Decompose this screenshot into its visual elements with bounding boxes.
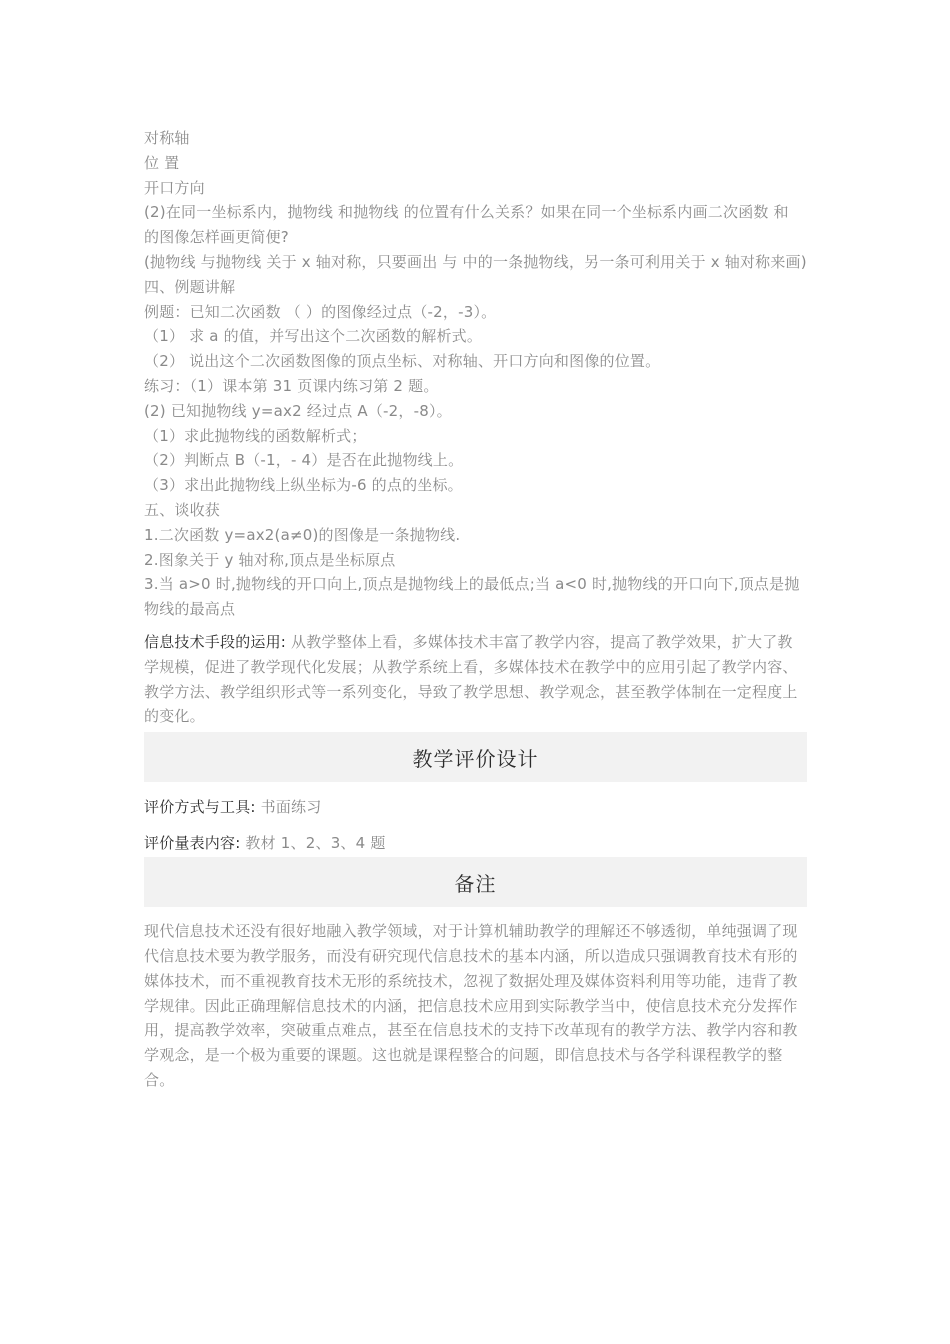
text-line: （2）判断点 B（-1，- 4）是否在此抛物线上。 — [144, 451, 464, 470]
remarks-heading-text: 备注 — [454, 871, 497, 896]
text-line: 对称轴 — [144, 129, 190, 147]
text-line: 位 置 — [144, 153, 180, 172]
text-line: 开口方向 — [144, 178, 205, 197]
evaluation-scale-label: 评价量表内容: — [144, 834, 241, 853]
document-page — [144, 126, 807, 1093]
text-line: （1）求此抛物线的函数解析式； — [144, 426, 367, 445]
text-line: 1.二次函数 y=ax2(a≠0)的图像是一条抛物线. — [144, 525, 461, 544]
evaluation-method-value: 书面练习 — [255, 798, 322, 817]
text-line: 3.当 a>0 时,抛物线的开口向上,顶点是抛物线上的最低点;当 a<0 时,抛物线的开口向下,顶点是抛物线的最高点 — [144, 575, 800, 619]
section-heading: 四、例题讲解 — [144, 277, 236, 296]
text-line: (2)在同一坐标系内，抛物线 和抛物线 的位置有什么关系？如果在同一个坐标系内画二次函数 和 的图像怎样画更简便? — [144, 203, 789, 247]
remarks-heading — [144, 857, 807, 907]
text-line: （1） 求 a 的值，并写出这个二次函数的解析式。 — [144, 327, 483, 346]
text-line: 例题：已知二次函数 （ ）的图像经过点（-2，-3）。 — [144, 302, 497, 321]
evaluation-heading-text: 教学评价设计 — [412, 746, 539, 771]
text-line: (2) 已知抛物线 y=ax2 经过点 A（-2，-8）。 — [144, 401, 452, 420]
text-line: 2.图象关于 y 轴对称,顶点是坐标原点 — [144, 550, 396, 569]
text-line: 练习：（1）课本第 31 页课内练习第 2 题。 — [144, 376, 439, 395]
info-tech-text: 从教学整体上看，多媒体技术丰富了教学内容，提高了教学效果，扩大了教学规模，促进了教学现代化发展；从教学系统上看，多媒体技术在教学中的应用引起了教学内容、教学方法、教学组织形式等一系列变化，导致了教学思想、教学观念，甚至教学体制在一定程度上的变化。 — [144, 632, 798, 726]
evaluation-method — [144, 795, 807, 819]
section-heading: 五、谈收获 — [144, 500, 221, 519]
text-line: （2） 说出这个二次函数图像的顶点坐标、对称轴、开口方向和图像的位置。 — [144, 352, 661, 371]
evaluation-method-label: 评价方式与工具: — [144, 798, 256, 817]
remarks-paragraph: 现代信息技术还没有很好地融入教学领域，对于计算机辅助教学的理解还不够透彻，单纯强调了现代信息技术要为教学服务，而没有研究现代信息技术的基本内涵，所以造成只强调教育技术有形的媒体技术，而不重视教育技术无形的系统技术，忽视了数据处理及媒体资料利用等功能，违背了教学规律。因此正确理解信息技术的内涵，把信息技术应用到实际教学当中，使信息技术充分发挥作用，提高教学效率，突破重点难点，甚至在信息技术的支持下改革现有的教学方法、教学内容和教学观念，是一个极为重要的课题。这也就是课程整合的问题，即信息技术与各学科课程教学的整合。 — [144, 922, 798, 1089]
evaluation-heading — [144, 732, 807, 782]
info-tech-label: 信息技术手段的运用: — [144, 632, 287, 651]
evaluation-scale — [144, 831, 807, 855]
info-tech-paragraph — [144, 630, 807, 729]
text-line: (抛物线 与抛物线 关于 x 轴对称，只要画出 与 中的一条抛物线，另一条可利用关于 x 轴对称来画) — [144, 252, 807, 271]
text-line: （3）求出此抛物线上纵坐标为-6 的点的坐标。 — [144, 476, 463, 495]
evaluation-scale-value: 教材 1、2、3、4 题 — [240, 834, 386, 853]
